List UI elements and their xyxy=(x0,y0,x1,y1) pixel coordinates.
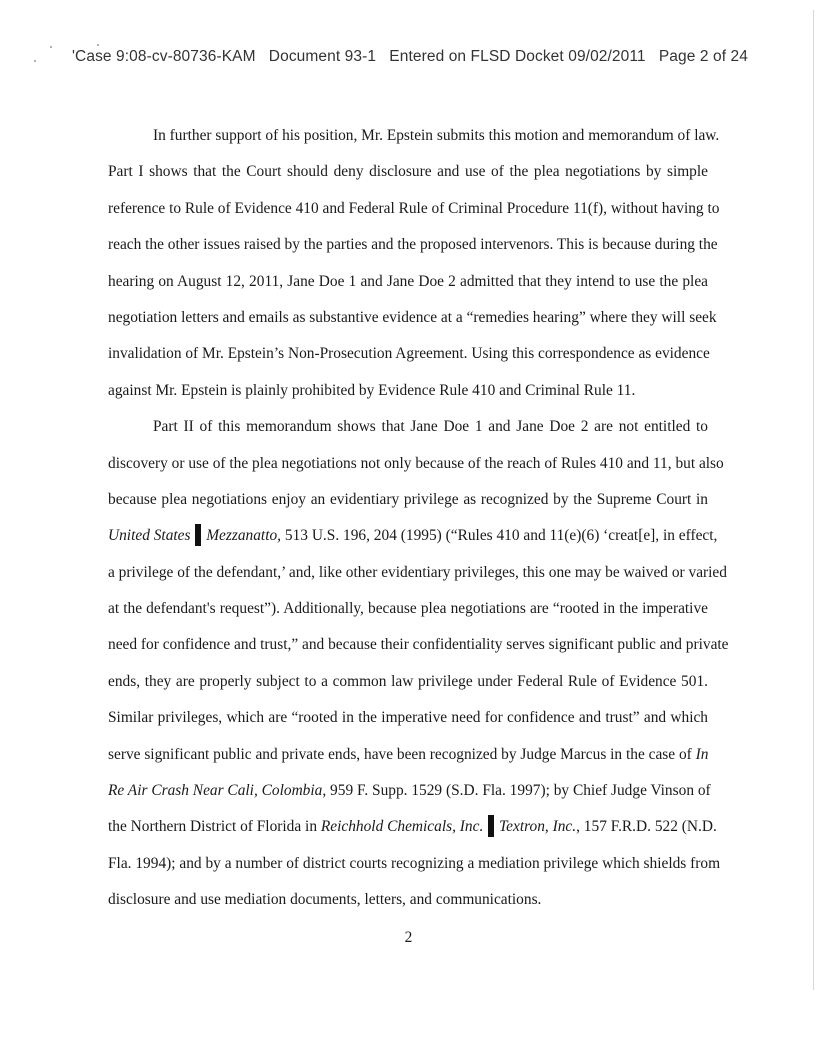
citation: , 959 F. Supp. 1529 (S.D. Fla. 1997); by Chief Judge Vinson of xyxy=(322,782,711,800)
text-line: need for confidence and trust,” and because their confidentiality serves significant public and private xyxy=(108,636,729,654)
docket-header: 'Case 9:08-cv-80736-KAM Document 93-1 Entered on FLSD Docket 09/02/2011 Page 2 of 24 xyxy=(72,48,748,65)
scan-speck xyxy=(34,60,36,62)
text-line: a privilege of the defendant,’ and, like other evidentiary privileges, this one may be waived or varied xyxy=(108,563,727,581)
case-name: Reichhold Chemicals, Inc. xyxy=(320,818,484,836)
text-line: In further support of his position, Mr. Epstein submits this motion and memorandum of law. xyxy=(153,127,720,144)
text-line: ends, they are properly subject to a common law privilege under Federal Rule of Evidence 501. xyxy=(108,672,708,690)
text-line: discovery or use of the plea negotiations not only because of the reach of Rules 410 and 11, but also xyxy=(108,454,724,472)
text-line xyxy=(108,773,711,809)
page-number: 2 xyxy=(404,929,413,946)
text-line: reach the other issues raised by the parties and the proposed intervenors. This is because during the xyxy=(108,236,718,254)
text-line: at the defendant's request”). Additionally, because plea negotiations are “rooted in the imperative xyxy=(108,600,708,618)
text-line: Part I shows that the Court should deny disclosure and use of the plea negotiations by simple xyxy=(108,163,708,181)
redaction-mark xyxy=(195,524,201,546)
text-line: negotiation letters and emails as substantive evidence at a “remedies hearing” where they will seek xyxy=(108,308,717,326)
case-name: Re Air Crash Near Cali, Colombia xyxy=(108,782,323,800)
text-line xyxy=(108,809,717,845)
text-line xyxy=(108,518,718,554)
text-span: serve significant public and private ends, have been recognized by Judge Marcus in the case of xyxy=(108,745,696,763)
case-name: Textron, Inc. xyxy=(499,818,577,836)
text-line xyxy=(108,737,708,773)
memorandum-body xyxy=(108,118,729,919)
citation: 513 U.S. 196, 204 (1995) (“Rules 410 and 11(e)(6) ‘creat[e], in effect, xyxy=(281,527,718,545)
text-line: invalidation of Mr. Epstein’s Non-Prosecution Agreement. Using this correspondence as evidence xyxy=(108,345,710,363)
paragraph-2 xyxy=(108,409,729,918)
scan-edge xyxy=(813,10,814,990)
case-name: In xyxy=(695,745,709,763)
text-line: Similar privileges, which are “rooted in the imperative need for confidence and trust” and which xyxy=(108,709,708,727)
text-line: because plea negotiations enjoy an evidentiary privilege as recognized by the Supreme Court in xyxy=(108,490,708,508)
case-name: Mezzanatto, xyxy=(206,527,282,545)
citation: , 157 F.R.D. 522 (N.D. xyxy=(576,818,717,836)
paragraph-1 xyxy=(108,118,720,409)
text-line: Part II of this memorandum shows that Jane Doe 1 and Jane Doe 2 are not entitled to xyxy=(153,418,708,436)
redaction-mark xyxy=(488,815,494,837)
scan-speck xyxy=(97,44,99,46)
text-line: hearing on August 12, 2011, Jane Doe 1 and Jane Doe 2 admitted that they intend to use the plea xyxy=(108,272,708,290)
text-span: the Northern District of Florida in xyxy=(108,818,321,836)
text-line: disclosure and use mediation documents, letters, and communications. xyxy=(108,891,542,909)
scan-speck xyxy=(50,46,52,48)
text-line: Fla. 1994); and by a number of district courts recognizing a mediation privilege which shields from xyxy=(108,854,721,872)
case-name: United States xyxy=(108,527,191,545)
text-line: reference to Rule of Evidence 410 and Federal Rule of Criminal Procedure 11(f), without having to xyxy=(108,199,720,217)
text-line: against Mr. Epstein is plainly prohibited by Evidence Rule 410 and Criminal Rule 11. xyxy=(108,381,636,399)
